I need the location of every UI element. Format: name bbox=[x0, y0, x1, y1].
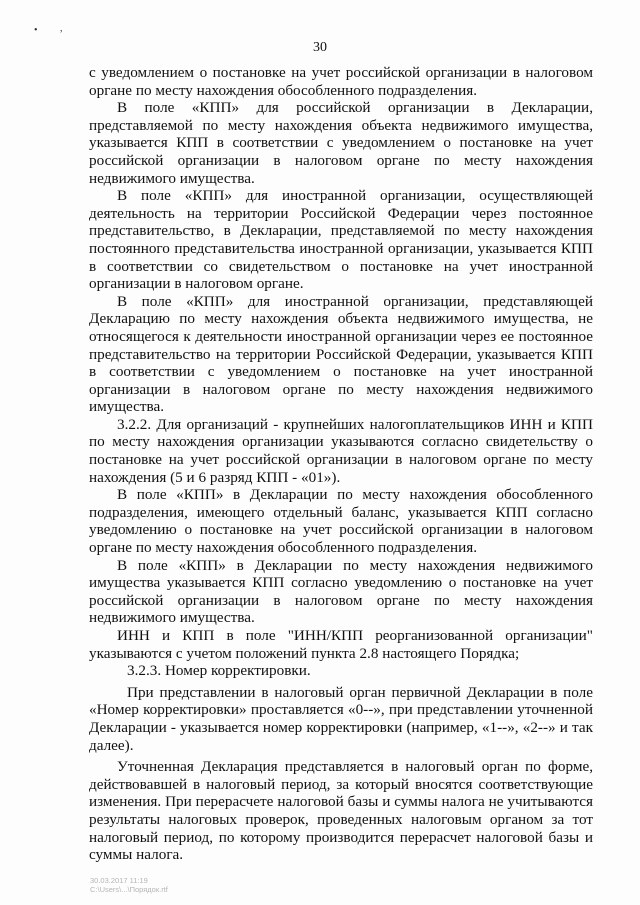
print-stamp-date: 30.03.2017 11:19 bbox=[90, 876, 148, 885]
paragraph: с уведомлением о постановке на учет российской организации в налоговом органе по месту нахождения обособленного подразделения. bbox=[89, 64, 593, 99]
paragraph: В поле «КПП» для российской организации в Декларации, представляемой по месту нахождения объекта недвижимого имущества, указывается КПП в соответствии с уведомлением о постановке на учет российской организации в налоговом органе по месту нахождения недвижимого имущества. bbox=[89, 99, 593, 187]
page-number: 30 bbox=[313, 40, 327, 55]
paragraph: В поле «КПП» в Декларации по месту нахождения недвижимого имущества указывается КПП согласно уведомлению о постановке на учет российской организации в налоговом органе по месту нахождения недвижимого имущества. bbox=[89, 556, 593, 627]
paragraph: ИНН и КПП в поле "ИНН/КПП реорганизованной организации" указываются с учетом положений пункта 2.8 настоящего Порядка; bbox=[89, 627, 593, 662]
paragraph: В поле «КПП» в Декларации по месту нахождения обособленного подразделения, имеющего отдельный баланс, указывается КПП согласно уведомлению о постановке на учет российской организации в налоговом органе по месту нахождения обособленного подразделения. bbox=[89, 486, 593, 557]
print-stamp bbox=[90, 876, 168, 894]
document-body bbox=[89, 64, 593, 864]
corner-mark-dot: • bbox=[34, 25, 38, 36]
paragraph: В поле «КПП» для иностранной организации, осуществляющей деятельность на территории Российской Федерации через постоянное представительство, в Декларации, представляемой по месту нахождения постоянного представительства иностранной организации, указывается КПП в соответствии со свидетельством о постановке на учет иностранной организации в налоговом органе. bbox=[89, 187, 593, 293]
corner-mark-comma: , bbox=[60, 23, 63, 34]
print-stamp-path: С:\Users\...\Порядок.rtf bbox=[90, 885, 168, 894]
paragraph: Уточненная Декларация представляется в налоговый орган по форме, действовавшей в налоговый период, за который вносятся соответствующие изменения. При перерасчете налоговой базы и суммы налога не учитываются результаты налоговых проверок, проведенных налоговым органом за тот налоговый период, по которому производится перерасчет налоговой базы и суммы налога. bbox=[89, 758, 593, 864]
section-heading: 3.2.3. Номер корректировки. bbox=[127, 662, 311, 680]
paragraph: 3.2.2. Для организаций - крупнейших налогоплательщиков ИНН и КПП по месту нахождения организации указываются согласно свидетельству о постановке на учет российской организации в налоговом органе по месту нахождения (5 и 6 разряд КПП - «01»). bbox=[89, 415, 593, 486]
paragraph: При представлении в налоговый орган первичной Декларации в поле «Номер корректировки» проставляется «0--», при представлении уточненной Декларации - указывается номер корректировки (например, «1--», «2--» и так далее). bbox=[89, 683, 593, 754]
paragraph: В поле «КПП» для иностранной организации, представляющей Декларацию по месту нахождения объекта недвижимого имущества, не относящегося к деятельности иностранной организации через ее постоянное представительство на территории Российской Федерации, указывается КПП в соответствии с уведомлением о постановке на учет иностранной организации в налоговом органе по месту нахождения недвижимого имущества. bbox=[89, 292, 593, 416]
